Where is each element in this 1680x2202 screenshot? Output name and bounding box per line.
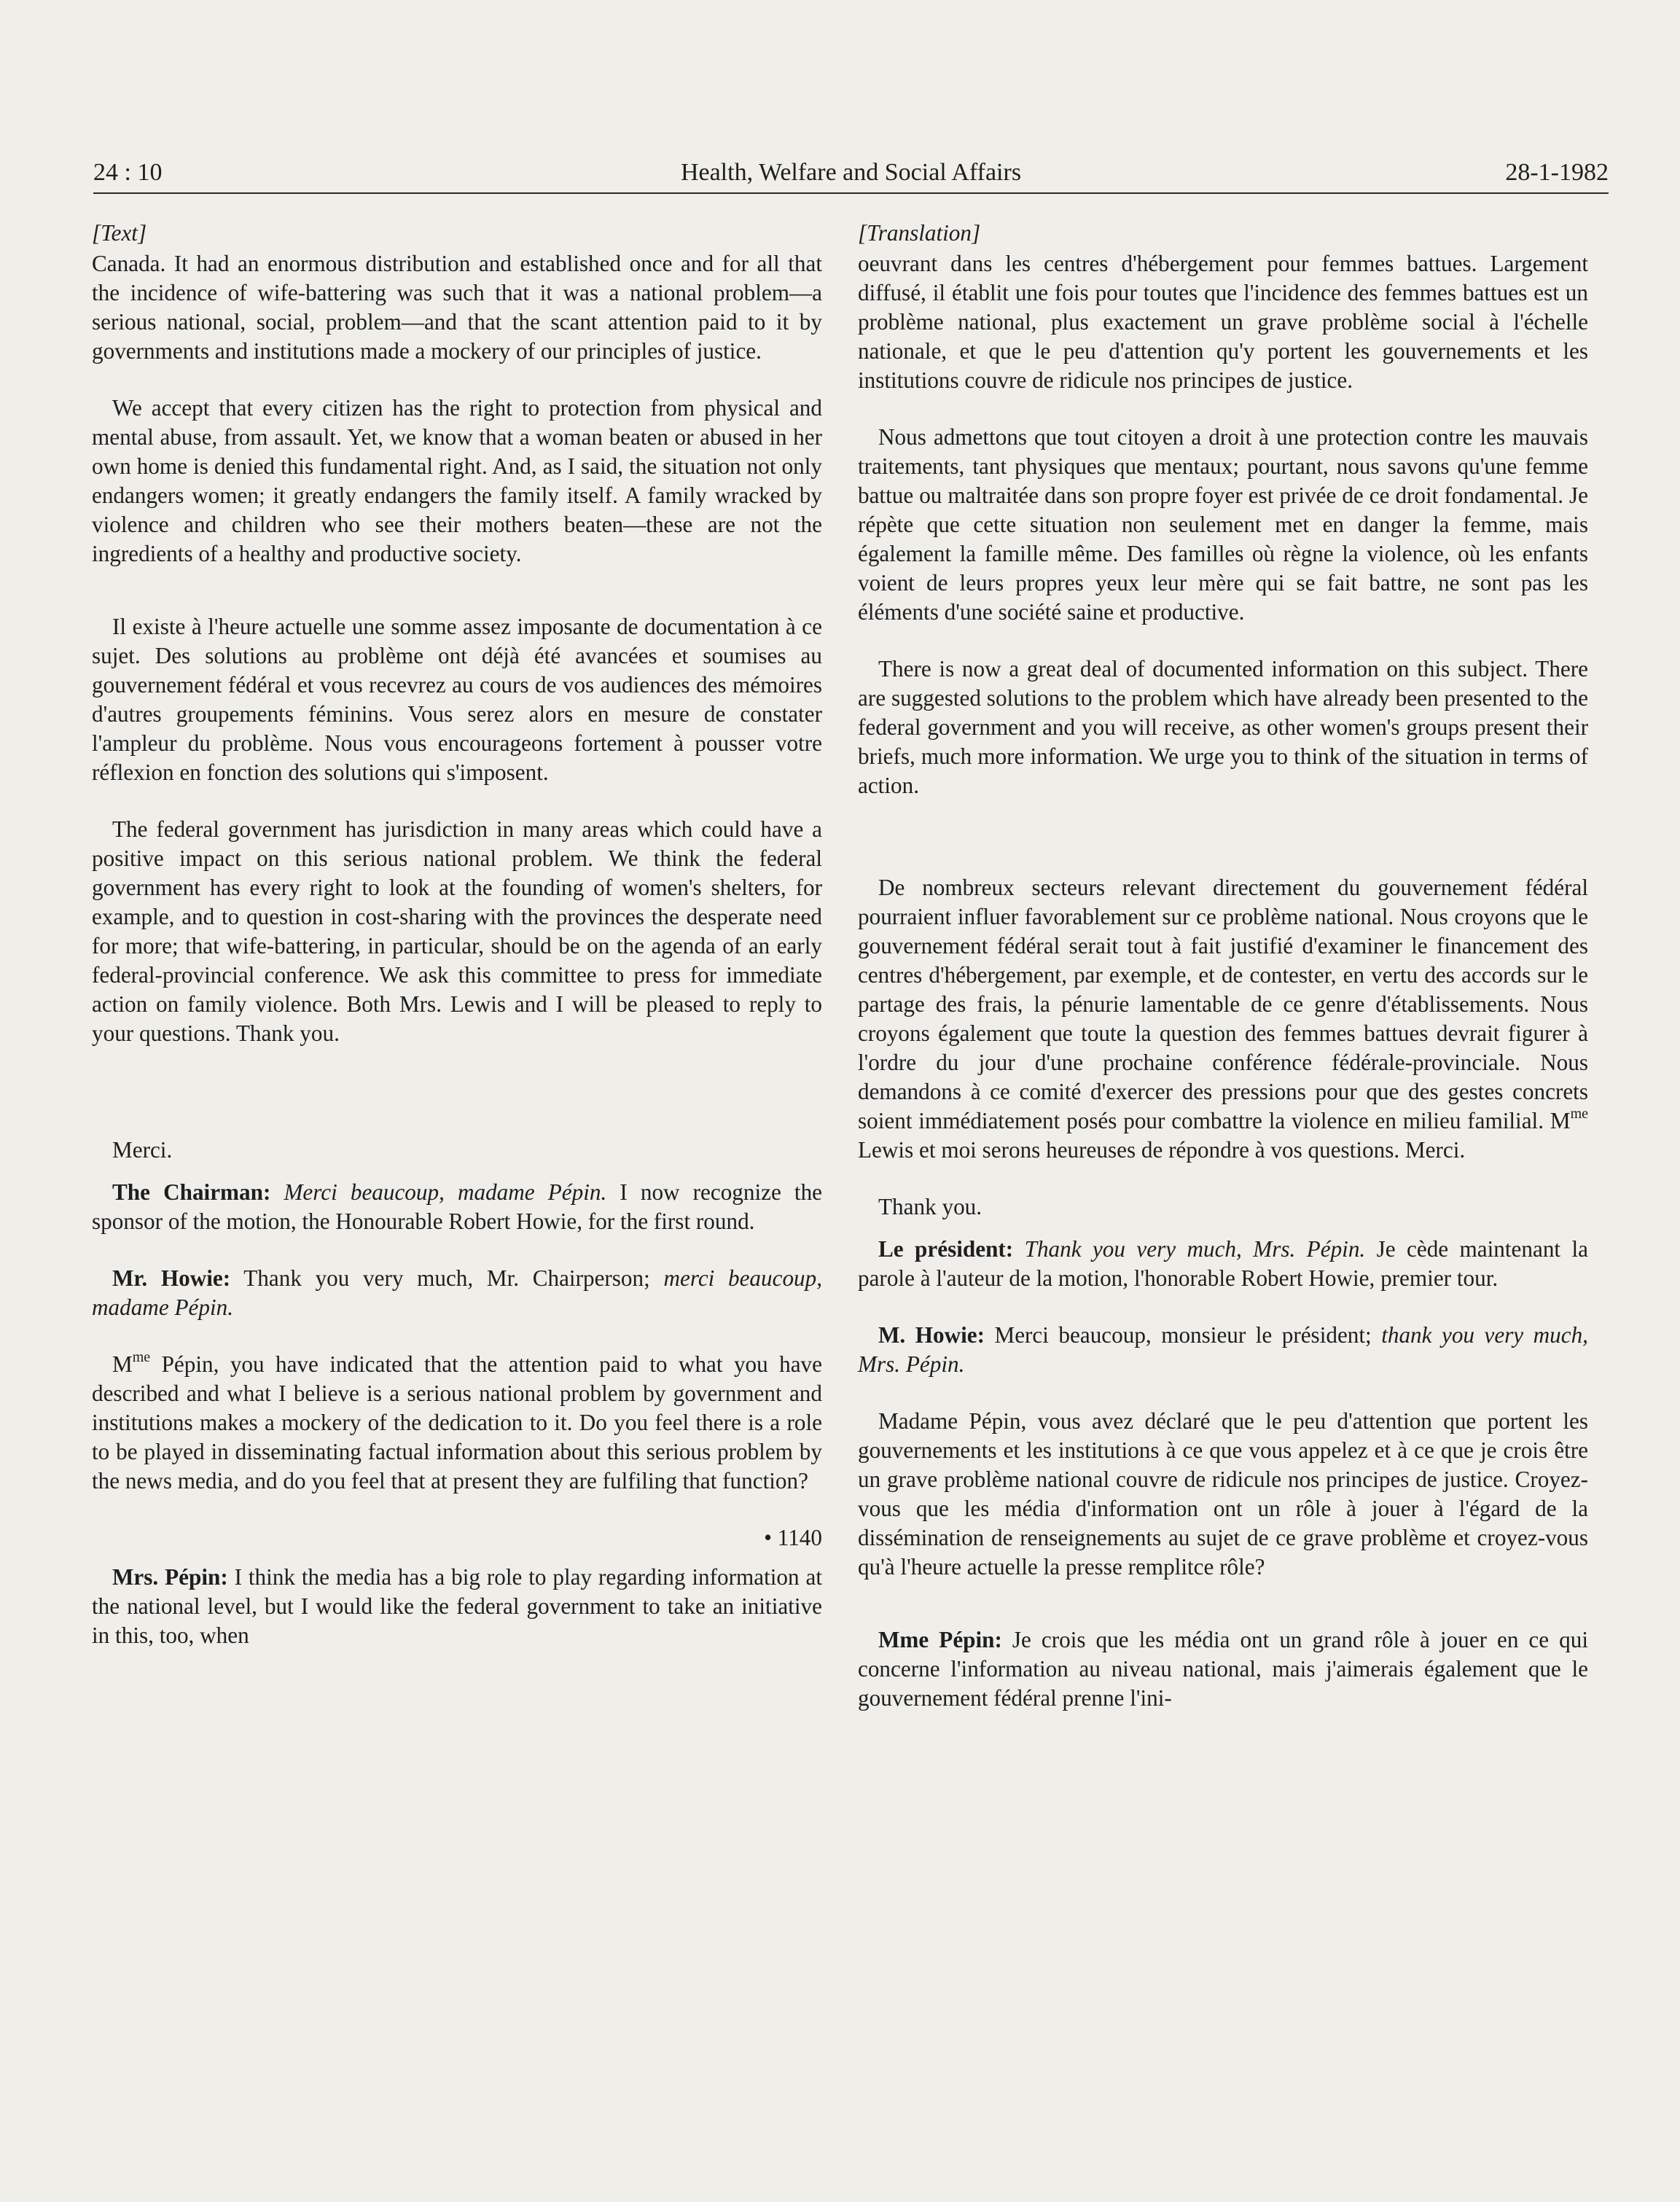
speech-text: Je crois que les média ont un grand rôle à jouer en ce qui concerne l'information au niveau national, mais j'aimerais également que le gouvernement fédéral prenne l'ini- [858,1627,1588,1711]
paragraph: Canada. It had an enormous distribution and established once and for all that the incidence of wife-battering was such that it was a national problem—a serious national, social, problem—and that the scant attention paid to it by governments and institutions made a mockery of our principles of justice. [92,251,822,364]
paragraph: Madame Pépin, vous avez déclaré que le peu d'attention que portent les gouvernements et les institutions à ce que vous appelez et à ce que je crois être un grave problème national couvre de ridicule nos principes de justice. Croyez-vous que les média d'information ont un rôle à jouer à l'égard de la dissémination de renseignements au sujet de ce grave problème et croyez-vous qu'à l'heure actuelle la presse remplitce rôle? [858,1408,1588,1580]
speech-text: De nombreux secteurs relevant directement du gouvernement fédéral pourraient influer favorablement sur ce problème national. Nous croyons que le gouvernement fédéral serait tout à fait justifié d'examiner le financement des centres d'hébergement, par exemple, et de contester, en vertu des accords sur le partage des frais, la pénurie lamentable de ce genre d'établissements. Nous croyons également que toute la question des femmes battues devrait figurer à l'ordre du jour d'une prochaine conférence fédérale-provinciale. Nous demandons à ce comité d'exercer des pressions pour que des gestes concrets soient immédiatement posés pour combattre la violence en milieu familial. M [858,875,1588,1133]
paragraph: oeuvrant dans les centres d'hébergement pour femmes battues. Largement diffusé, il établit une fois pour toutes que l'incidence des femmes battues est un problème national, plus exactement un grave problème social à l'échelle nationale, et que le peu d'attention qu'y portent les gouvernements et les institutions couvre de ridicule nos principes de justice. [858,251,1588,393]
speech-text: Lewis et moi serons heureuses de répondre à vos questions. Merci. [858,1137,1466,1163]
speech-text: I now recognize the sponsor of the motion, the Honourable Robert Howie, for the first round. [92,1179,823,1234]
column-label: [Translation] [858,220,981,246]
quoted-text: Merci beaucoup, madame Pépin. [284,1179,607,1205]
paragraph [92,1350,822,1496]
quoted-text: thank you very much, Mrs. Pépin. [858,1322,1588,1377]
speaker-paragraph [858,1321,1588,1379]
speaker-paragraph [92,1264,822,1322]
speech-text: I think the media has a big role to play regarding information at the national level, but I would like the federal government to take an initiative in this, too, when [92,1564,822,1648]
paragraph: Thank you. [878,1194,982,1219]
speaker-name: Mme Pépin: [878,1627,1002,1652]
title-superscript: me [132,1349,151,1365]
speech-text: Thank you very much, Mr. Chairperson; [243,1265,650,1291]
title-prefix: M [112,1351,133,1377]
publication-title: Health, Welfare and Social Affairs [680,159,1022,186]
time-marker: • 1140 [764,1525,822,1550]
speech-text: Je cède maintenant la parole à l'auteur de la motion, l'honorable Robert Howie, premier tour. [858,1236,1589,1291]
paragraph: Il existe à l'heure actuelle une somme assez imposante de documentation à ce sujet. Des solutions au problème ont déjà été avancées et soumises au gouvernement fédéral et vous recevrez au cours de vos audiences des mémoires d'autres groupements féminins. Vous serez alors en mesure de constater l'ampleur du problème. Nous vous encourageons fortement à pousser votre réflexion en fonction des solutions qui s'imposent. [92,614,822,785]
quoted-text: merci beaucoup, madame Pépin. [92,1265,823,1320]
speaker-paragraph [858,1625,1588,1713]
french-column [858,219,1588,1741]
speech-text: Pépin, you have indicated that the attention paid to what you have described and what I believe is a serious national problem by government and institutions makes a mockery of the dedication to it. Do you feel there is a role to be played in disseminating factual information about this serious problem by the news media, and do you feel that at present they are fulfiling that function? [92,1351,822,1494]
page-number: 24 : 10 [93,159,163,186]
sitting-date: 28-1-1982 [1505,159,1609,186]
page-header [93,155,1609,194]
title-superscript: me [1570,1106,1588,1122]
speaker-name: Mrs. Pépin: [112,1564,228,1590]
speaker-name: The Chairman: [112,1179,271,1205]
quoted-text: Thank you very much, Mrs. Pépin. [1024,1236,1366,1262]
paragraph: There is now a great deal of documented information on this subject. There are suggested solutions to the problem which have already been presented to the federal government and you will receive, as other women's groups present their briefs, much more information. We urge you to think of the situation in terms of action. [858,656,1588,798]
speaker-name: Le président: [878,1236,1014,1262]
speaker-paragraph [92,1563,822,1650]
speaker-paragraph [92,1178,822,1236]
paragraph: The federal government has jurisdiction in many areas which could have a positive impact on this serious national problem. We think the federal government has every right to look at the founding of women's shelters, for example, and to question in cost-sharing with the provinces the desperate need for more; that wife-battering, in particular, should be on the agenda of an early federal-provincial conference. We ask this committee to press for immediate action on family violence. Both Mrs. Lewis and I will be pleased to reply to your questions. Thank you. [92,816,822,1046]
column-label: [Text] [92,220,147,246]
speaker-name: Mr. Howie: [112,1265,231,1291]
paragraph: We accept that every citizen has the right to protection from physical and mental abuse, from assault. Yet, we know that a woman beaten or abused in her own home is denied this fundamental right. And, as I said, the situation not only endangers women; it greatly endangers the family itself. A family wracked by violence and children who see their mothers beaten—these are not the ingredients of a healthy and productive society. [92,395,822,566]
speaker-paragraph [858,1235,1588,1293]
paragraph [858,873,1588,1165]
speech-text: Merci beaucoup, monsieur le président; [994,1322,1372,1348]
paragraph: Nous admettons que tout citoyen a droit à une protection contre les mauvais traitements, tant physiques que mentaux; pourtant, nous savons qu'une femme battue ou maltraitée dans son propre foyer est privée de ce droit fondamental. Je répète que cette situation non seulement met en danger la femme, mais également la famille même. Des familles où règne la violence, où les enfants voient de leurs propres yeux leur mère qui se fait battre, ne sont pas les éléments d'une société saine et productive. [858,424,1588,625]
english-column [92,219,822,1678]
paragraph: Merci. [112,1137,173,1163]
speaker-name: M. Howie: [878,1322,985,1348]
